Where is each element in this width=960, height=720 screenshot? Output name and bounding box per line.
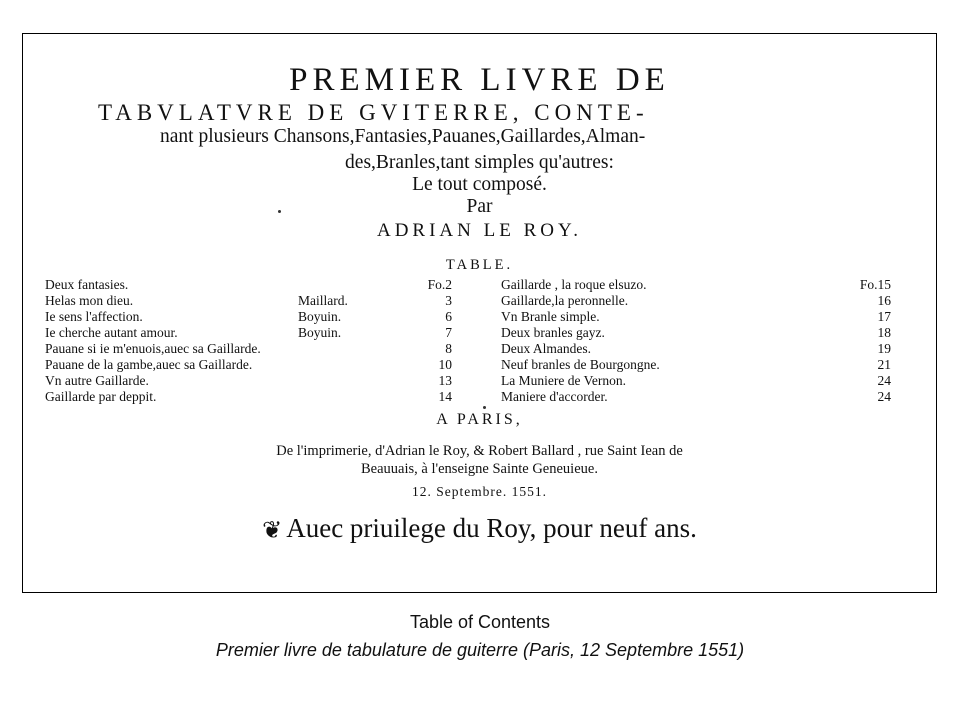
imprint-line-2: Beauuais, à l'enseigne Sainte Geneuieue.: [361, 461, 598, 477]
toc-row: [45, 325, 452, 341]
toc-folio: 16: [877, 293, 891, 308]
toc-left-column: [45, 277, 452, 405]
toc-folio: 13: [438, 373, 452, 388]
toc-folio: 24: [877, 373, 891, 388]
toc-folio: 19: [877, 341, 891, 356]
toc-title: Gaillarde par deppit.: [45, 389, 157, 404]
toc-row: [501, 277, 891, 293]
title-line-3: nant plusieurs Chansons,Fantasies,Pauanes,Gaillardes,Alman-: [160, 126, 646, 147]
toc-folio: 24: [877, 389, 891, 404]
toc-right-column: [501, 277, 891, 405]
date-line: 12. Septembre. 1551.: [411, 484, 548, 499]
toc-row: [501, 357, 891, 373]
print-speck: [483, 406, 486, 409]
toc-title: Vn Branle simple.: [501, 309, 600, 324]
toc-row: [45, 293, 452, 309]
toc-title: Helas mon dieu.: [45, 293, 134, 308]
toc-row: [45, 341, 452, 357]
toc-row: [501, 389, 891, 405]
table-heading: TABLE.: [445, 257, 514, 273]
toc-row: [501, 293, 891, 309]
toc-row: [45, 373, 452, 389]
title-line-2: TABVLATVRE DE GVITERRE, CONTE-: [98, 100, 649, 125]
toc-row: [45, 277, 452, 293]
privilege-line: [23, 513, 936, 545]
title-line-5: Le tout composé.: [412, 174, 547, 195]
toc-row: [501, 309, 891, 325]
toc-folio: 14: [438, 389, 452, 404]
title-line-6: Par: [466, 196, 493, 217]
fleuron-ornament-icon: ❦: [262, 518, 283, 544]
toc-title: Deux branles gayz.: [501, 325, 605, 340]
toc-folio: 10: [438, 357, 452, 372]
toc-title: Pauane si ie m'enuois,auec sa Gaillarde.: [45, 341, 261, 356]
toc-folio: 7: [445, 325, 452, 340]
toc-composer: Boyuin.: [298, 309, 342, 324]
toc-folio: 21: [877, 357, 891, 372]
toc-row: [501, 373, 891, 389]
toc-title: Ie sens l'affection.: [45, 309, 143, 324]
toc-folio: Fo.2: [427, 277, 452, 292]
toc-title: Maniere d'accorder.: [501, 389, 608, 404]
imprint-line-1: De l'imprimerie, d'Adrian le Roy, & Robert Ballard , rue Saint Iean de: [276, 443, 683, 459]
toc-composer: Boyuin.: [298, 325, 342, 340]
toc-folio: 17: [877, 309, 891, 324]
toc-composer: Maillard.: [298, 293, 348, 308]
toc-folio: 6: [445, 309, 452, 324]
privilege-text: Auec priuilege du Roy, pour neuf ans.: [286, 513, 697, 543]
toc-row: [45, 389, 452, 405]
toc-folio: 3: [445, 293, 452, 308]
title-line-1: PREMIER LIVRE DE: [289, 62, 670, 98]
toc-row: [45, 309, 452, 325]
toc-title: Deux Almandes.: [501, 341, 591, 356]
toc-title: Pauane de la gambe,auec sa Gaillarde.: [45, 357, 253, 372]
toc-title: Gaillarde , la roque elsuzo.: [501, 277, 647, 292]
title-page-scan: [22, 33, 937, 593]
title-line-4: des,Branles,tant simples qu'autres:: [345, 152, 614, 173]
toc-row: [501, 325, 891, 341]
toc-folio: 18: [877, 325, 891, 340]
place-line: A PARIS,: [436, 411, 523, 428]
print-speck: [278, 210, 281, 213]
toc-title: Vn autre Gaillarde.: [45, 373, 149, 388]
caption-title: Table of Contents: [409, 612, 551, 632]
toc-row: [501, 341, 891, 357]
toc-row: [45, 357, 452, 373]
author-line: ADRIAN LE ROY.: [376, 220, 582, 241]
caption-subtitle: Premier livre de tabulature de guiterre (Paris, 12 Septembre 1551): [215, 640, 745, 660]
toc-title: La Muniere de Vernon.: [501, 373, 626, 388]
toc-title: Gaillarde,la peronnelle.: [501, 293, 629, 308]
toc-title: Deux fantasies.: [45, 277, 129, 292]
toc-folio: 8: [445, 341, 452, 356]
toc-folio: Fo.15: [859, 277, 891, 292]
toc-title: Ie cherche autant amour.: [45, 325, 178, 340]
toc-title: Neuf branles de Bourgongne.: [501, 357, 660, 372]
